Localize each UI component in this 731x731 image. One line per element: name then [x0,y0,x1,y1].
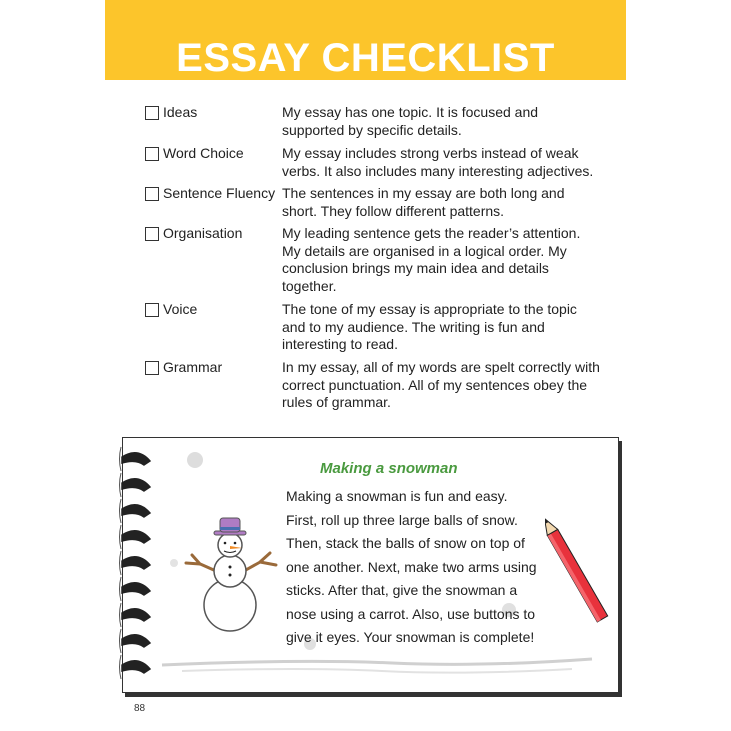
description-line: In my essay, all of my words are spelt correctly with [282,359,600,375]
description-line: interesting to read. [282,336,398,352]
note-line: Then, stack the balls of snow on top of [286,535,525,551]
checkbox[interactable] [145,361,159,375]
checkbox[interactable] [145,147,159,161]
checkbox[interactable] [145,227,159,241]
checklist-description [282,185,602,220]
checklist-label: Ideas [163,104,198,120]
checklist-label: Grammar [163,359,223,375]
checklist-description [282,104,602,139]
description-line: My leading sentence gets the reader’s attention. [282,225,581,241]
description-line: My essay includes strong verbs instead of weak [282,145,579,161]
notepad-card [122,437,617,691]
checkbox[interactable] [145,106,159,120]
description-line: short. They follow different patterns. [282,202,505,219]
description-line: and to my audience. The writing is fun and [282,318,545,335]
checkbox[interactable] [145,303,159,317]
note-title: Making a snowman [320,460,458,477]
page-number: 88 [134,703,146,714]
page-title: ESSAY CHECKLIST [176,36,555,80]
description-line: My details are organised in a logical order. My [282,242,567,259]
checklist-description [282,225,602,295]
note-line: sticks. After that, give the snowman a [286,582,518,598]
description-line: rules of grammar. [282,394,391,410]
description-line: My essay has one topic. It is focused and [282,104,539,120]
description-line: verbs. It also includes many interesting adjectives. [282,162,594,179]
note-line: nose using a carrot. Also, use buttons to [286,605,536,622]
checklist-label: Word Choice [163,145,244,161]
note-line: give it eyes. Your snowman is complete! [286,629,535,645]
description-line: supported by specific details. [282,121,462,138]
note-line: one another. Next, make two arms using [286,558,537,575]
description-line: together. [282,277,337,294]
description-line: The sentences in my essay are both long and [282,185,565,201]
checkbox[interactable] [145,187,159,201]
description-line: correct punctuation. All of my sentences obey the [282,376,588,393]
description-line: The tone of my essay is appropriate to the topic [282,301,577,317]
note-line: Making a snowman is fun and easy. [286,488,508,504]
description-line: conclusion brings my main idea and details [282,260,549,276]
checklist-description [282,301,602,354]
checklist-label: Sentence Fluency [163,185,276,201]
checklist-label: Organisation [163,225,243,241]
pencil-icon [545,515,615,645]
snowman-icon [178,515,282,635]
checklist-label: Voice [163,301,198,317]
note-body [286,485,586,650]
title-banner [105,0,626,80]
checklist-description [282,359,602,412]
checklist-description [282,145,602,180]
note-line: First, roll up three large balls of snow. [286,511,518,528]
